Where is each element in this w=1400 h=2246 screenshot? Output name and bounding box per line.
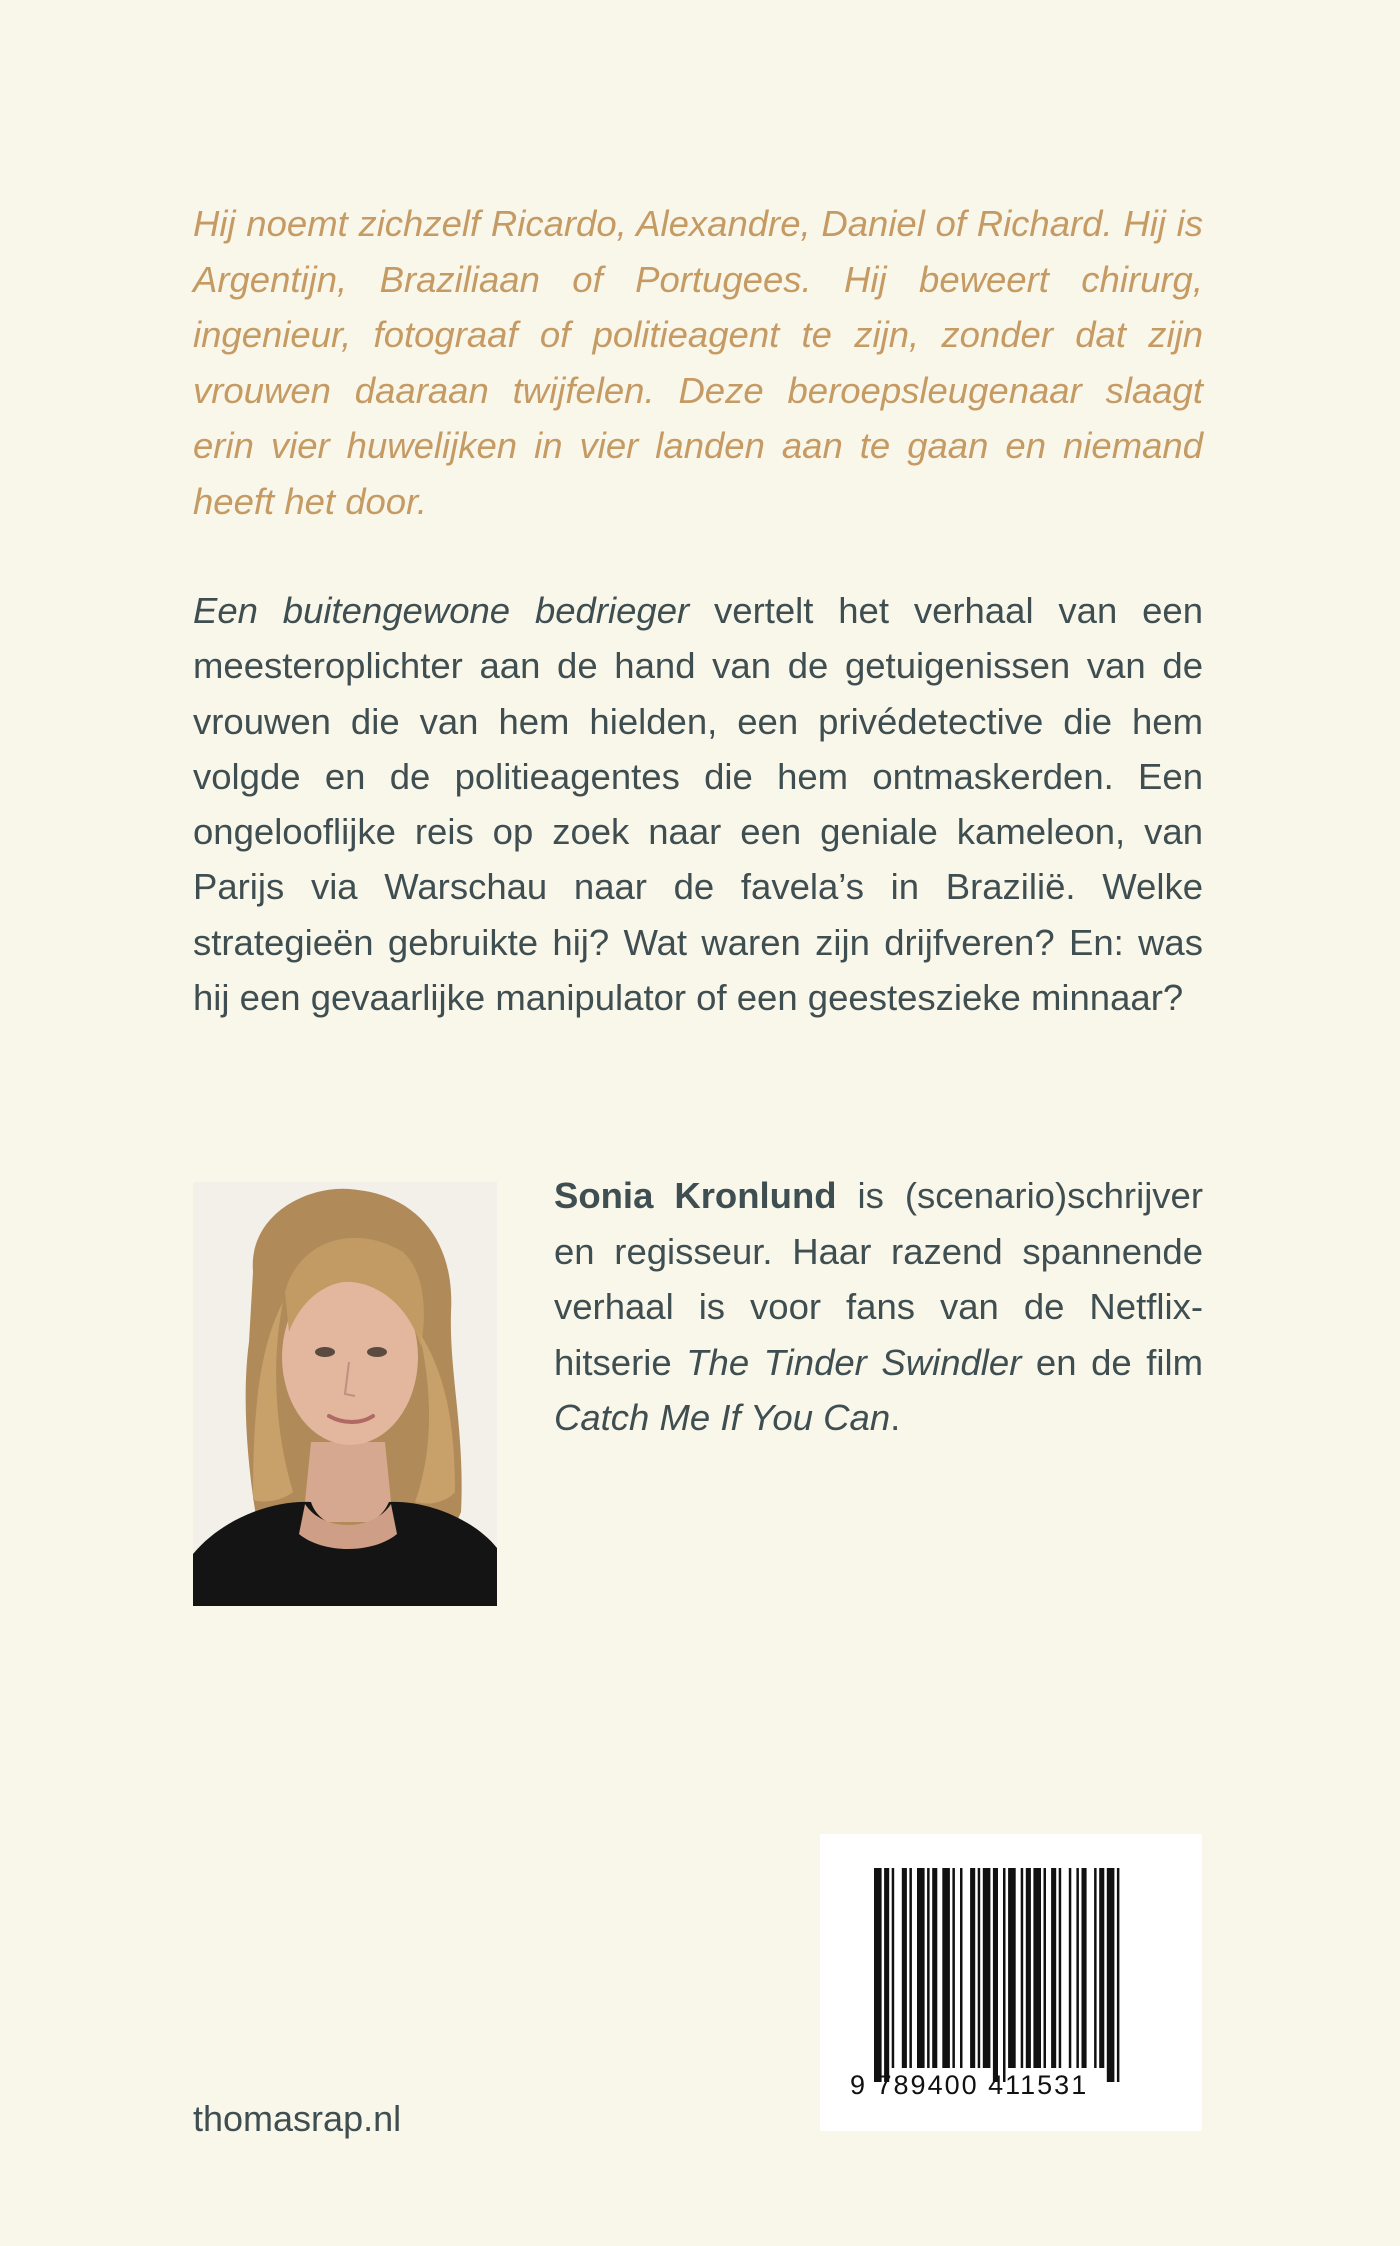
isbn-digits: 9 789400 411531 [850,2070,1089,2100]
intro-paragraph: Hij noemt zichzelf Ricardo, Alexandre, Daniel of Richard. Hij is Argentijn, Braziliaan of Portugees. Hij beweert chirurg, ingenieur, fotograaf of politieagent te zijn, zonder dat zijn vrouwen daaraan twijfelen. Deze beroepsleugenaar slaagt erin vier huwelijken in vier landen aan te gaan en niemand heeft het door. [193,203,1203,522]
description-paragraph [193,583,1203,1025]
author-photo [193,1182,497,1606]
book-title: Een buitengewone bedrieger [193,590,690,631]
author-bio-end: . [890,1397,901,1438]
publisher-url: thomasrap.nl [193,2098,402,2139]
film-title: Catch Me If You Can [554,1397,891,1438]
author-bio-text-1: is (scenario)schrijver en regisseur. Haar razend spannende verhaal is voor fans van de Netflix-hitserie [554,1175,1204,1383]
author-name: Sonia Kronlund [554,1175,837,1216]
author-bio-text-2: en de film [1021,1341,1203,1383]
description-text: vertelt het verhaal van een meesteroplichter aan de hand van de getuigenissen van de vrouwen die van hem hielden, een privédetective die hem volgde en de politieagentes die hem ontmaskerden. Een ongelooflijke reis op zoek naar een geniale kameleon, van Parijs via Warschau naar de favela’s in Brazilië. Welke strategieën gebruikte hij? Wat waren zijn drijfveren? En: was hij een gevaarlijke manipulator of een geesteszieke minnaar? [193,590,1203,1019]
isbn-barcode [820,1834,1202,2131]
series-title: The Tinder Swindler [686,1341,1022,1383]
author-bio [554,1168,1203,1446]
